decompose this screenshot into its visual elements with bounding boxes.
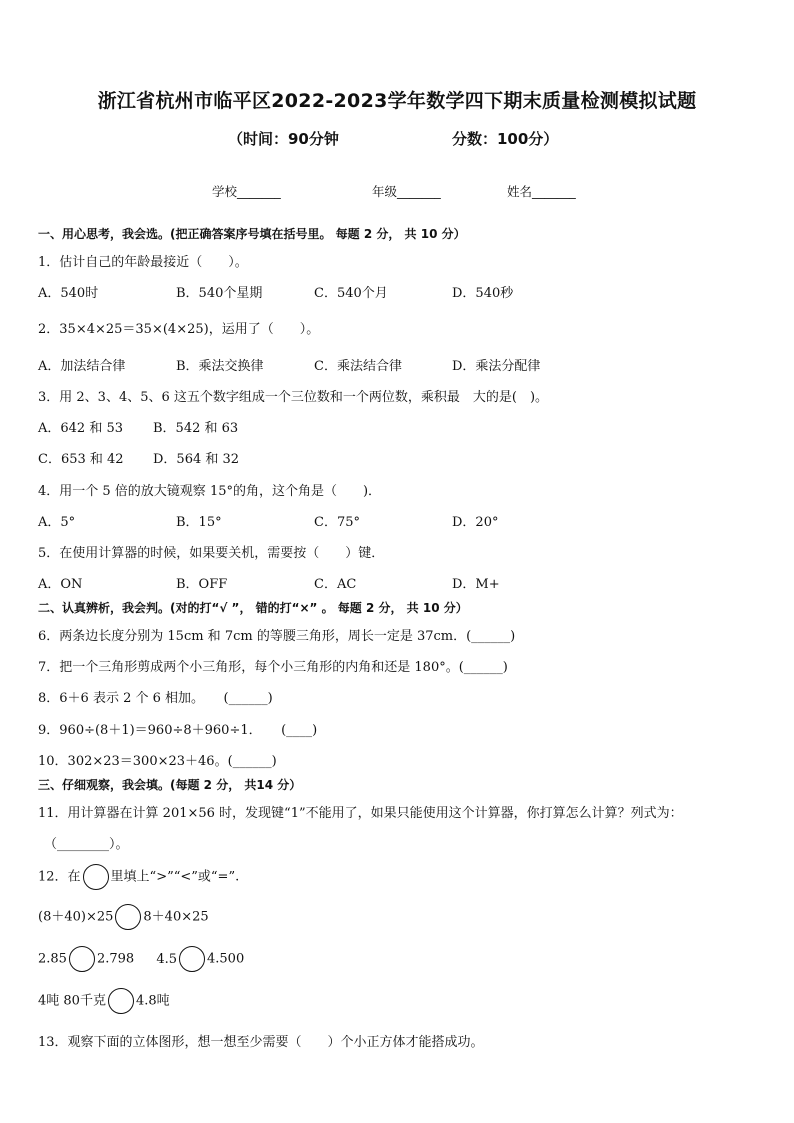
compare-circle bbox=[83, 864, 109, 890]
q12-expr: 2.798 bbox=[96, 951, 135, 967]
question-2: 2．35×4×25＝35×(4×25)，运用了（ ）。 bbox=[38, 322, 320, 337]
exam-score: 分数：100分） bbox=[452, 130, 559, 148]
exam-time: （时间：90分钟 bbox=[228, 130, 339, 148]
q4-option-c: C．75° bbox=[314, 515, 360, 530]
q12-row-2 bbox=[38, 946, 244, 972]
q1-option-a: A．540时 bbox=[38, 286, 99, 301]
q4-option-d: D．20° bbox=[452, 515, 499, 530]
q12-suffix: 里填上“>”“<”或“=”. bbox=[110, 869, 240, 885]
section-3-heading: 三、仔细观察，我会填。(每题 2 分， 共14 分） bbox=[38, 778, 302, 792]
q12-prefix: 12．在 bbox=[38, 869, 81, 885]
q3-option-a: A．642 和 53 bbox=[38, 421, 124, 436]
q12-expr: 4.5 bbox=[156, 951, 177, 967]
question-5: 5．在使用计算器的时候，如果要关机，需要按（ ）键． bbox=[38, 546, 385, 561]
q1-option-d: D．540秒 bbox=[452, 286, 514, 301]
q3-option-c: C．653 和 42 bbox=[38, 452, 124, 467]
question-1: 1．估计自己的年龄最接近（ ）。 bbox=[38, 255, 248, 270]
q2-option-b: B．乘法交换律 bbox=[176, 359, 264, 374]
question-8: 8．6＋6 表示 2 个 6 相加。 (______) bbox=[38, 691, 273, 706]
q12-expr: 2.85 bbox=[38, 951, 67, 967]
q5-option-c: C．AC bbox=[314, 577, 357, 592]
q12-expr: 4.500 bbox=[207, 951, 245, 967]
answer-circle[interactable] bbox=[115, 904, 141, 930]
question-3: 3．用 2、3、4、5、6 这五个数字组成一个三位数和一个两位数，乘积最 大的是( )。 bbox=[38, 390, 549, 405]
answer-circle[interactable] bbox=[179, 946, 205, 972]
answer-circle[interactable] bbox=[108, 988, 134, 1014]
q5-option-d: D．M+ bbox=[452, 577, 500, 592]
q12-row-3 bbox=[38, 988, 170, 1014]
question-10: 10．302×23＝300×23＋46。(______) bbox=[38, 754, 277, 769]
question-11-blank: （________）。 bbox=[44, 837, 129, 852]
section-1-heading: 一、用心思考，我会选。(把正确答案序号填在括号里。 每题 2 分， 共 10 分） bbox=[38, 227, 466, 241]
q1-option-c: C．540个月 bbox=[314, 286, 388, 301]
question-4: 4．用一个 5 倍的放大镜观察 15°的角，这个角是（ )． bbox=[38, 484, 382, 499]
question-13: 13．观察下面的立体图形，想一想至少需要（ ）个小正方体才能搭成功。 bbox=[38, 1035, 484, 1050]
q4-option-a: A．5° bbox=[38, 515, 76, 530]
q2-option-d: D．乘法分配律 bbox=[452, 359, 541, 374]
q2-option-c: C．乘法结合律 bbox=[314, 359, 402, 374]
question-6: 6．两条边长度分别为 15cm 和 7cm 的等腰三角形，周长一定是 37cm．(______) bbox=[38, 629, 516, 644]
q3-option-b: B．542 和 63 bbox=[153, 421, 239, 436]
q12-row-1 bbox=[38, 904, 209, 930]
q4-option-b: B．15° bbox=[176, 515, 222, 530]
question-7: 7．把一个三角形剪成两个小三角形，每个小三角形的内角和还是 180°。(______) bbox=[38, 660, 508, 675]
q5-option-a: A．ON bbox=[38, 577, 83, 592]
question-9: 9．960÷(8＋1)＝960÷8＋960÷1． (____) bbox=[38, 723, 318, 738]
question-11: 11．用计算器在计算 201×56 时，发现键“1”不能用了，如果只能使用这个计算器，你打算怎么计算？列式为： bbox=[38, 806, 683, 821]
answer-circle[interactable] bbox=[69, 946, 95, 972]
q5-option-b: B．OFF bbox=[176, 577, 228, 592]
q12-expr: (8＋40)×25 bbox=[38, 909, 114, 925]
q12-expr: 4吨 80千克 bbox=[38, 993, 106, 1009]
question-12 bbox=[38, 864, 239, 890]
q2-option-a: A．加法结合律 bbox=[38, 359, 126, 374]
page-title: 浙江省杭州市临平区2022-2023学年数学四下期末质量检测模拟试题 bbox=[97, 90, 697, 112]
q12-expr: 8＋40×25 bbox=[143, 909, 209, 925]
q1-option-b: B．540个星期 bbox=[176, 286, 263, 301]
section-2-heading: 二、认真辨析，我会判。(对的打“√ ”， 错的打“×” 。 每题 2 分， 共 10 分） bbox=[38, 601, 468, 615]
grade-field: 年级_______ bbox=[372, 184, 441, 199]
q12-expr: 4.8吨 bbox=[135, 993, 170, 1009]
school-field: 学校_______ bbox=[212, 184, 281, 199]
q3-option-d: D．564 和 32 bbox=[153, 452, 240, 467]
name-field: 姓名_______ bbox=[507, 184, 576, 199]
